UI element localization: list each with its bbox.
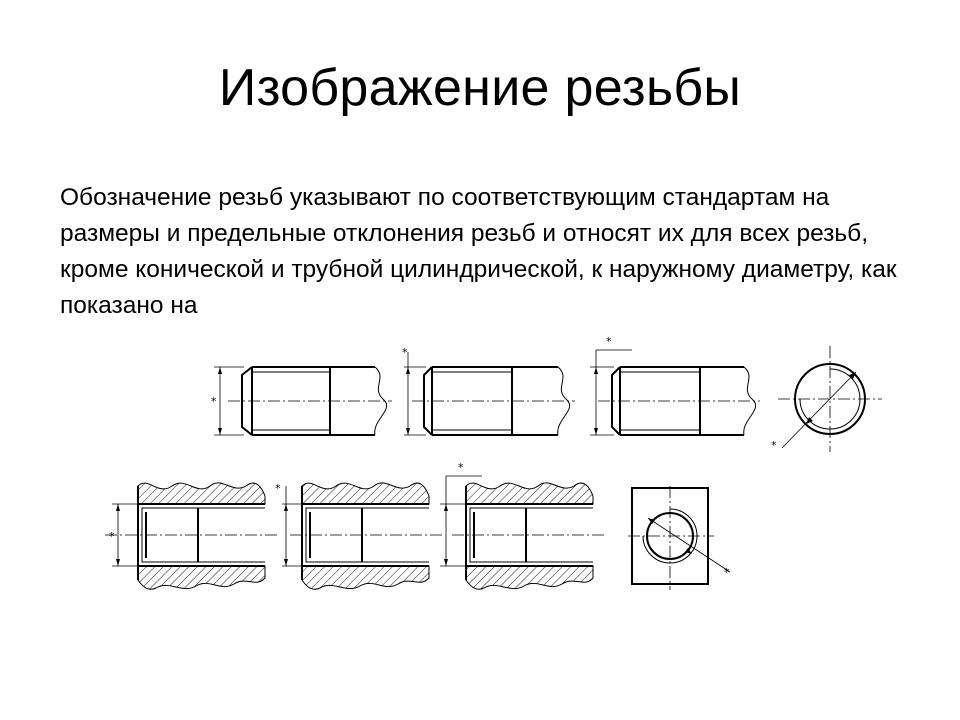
internal-thread-section-1	[105, 483, 280, 589]
dimension-asterisk: *	[211, 395, 217, 408]
dimension-asterisk: *	[458, 461, 464, 474]
dimension-asterisk: *	[771, 439, 777, 452]
dimension-asterisk: *	[606, 335, 612, 348]
external-thread-view-1	[211, 340, 392, 435]
internal-thread-end-view	[628, 486, 730, 590]
internal-thread-section-3	[440, 461, 606, 589]
external-thread-view-2	[402, 346, 575, 435]
dimension-asterisk: *	[275, 482, 281, 495]
dimension-asterisk: *	[724, 566, 730, 579]
external-thread-view-3	[590, 335, 760, 435]
internal-thread-section-2	[275, 482, 442, 589]
dimension-asterisk: *	[402, 346, 408, 359]
slide-title: Изображение резьбы	[218, 59, 742, 117]
dimension-asterisk: *	[109, 530, 115, 543]
external-thread-end-view	[771, 346, 882, 452]
body-paragraph: Обозначение резьб указывают по соответствующим стандартам на размеры и предельные отклонения резьб и относят их для всех резьб, кроме конической и трубной цилиндрической, к наружному диаметру, как показано на	[60, 184, 897, 319]
